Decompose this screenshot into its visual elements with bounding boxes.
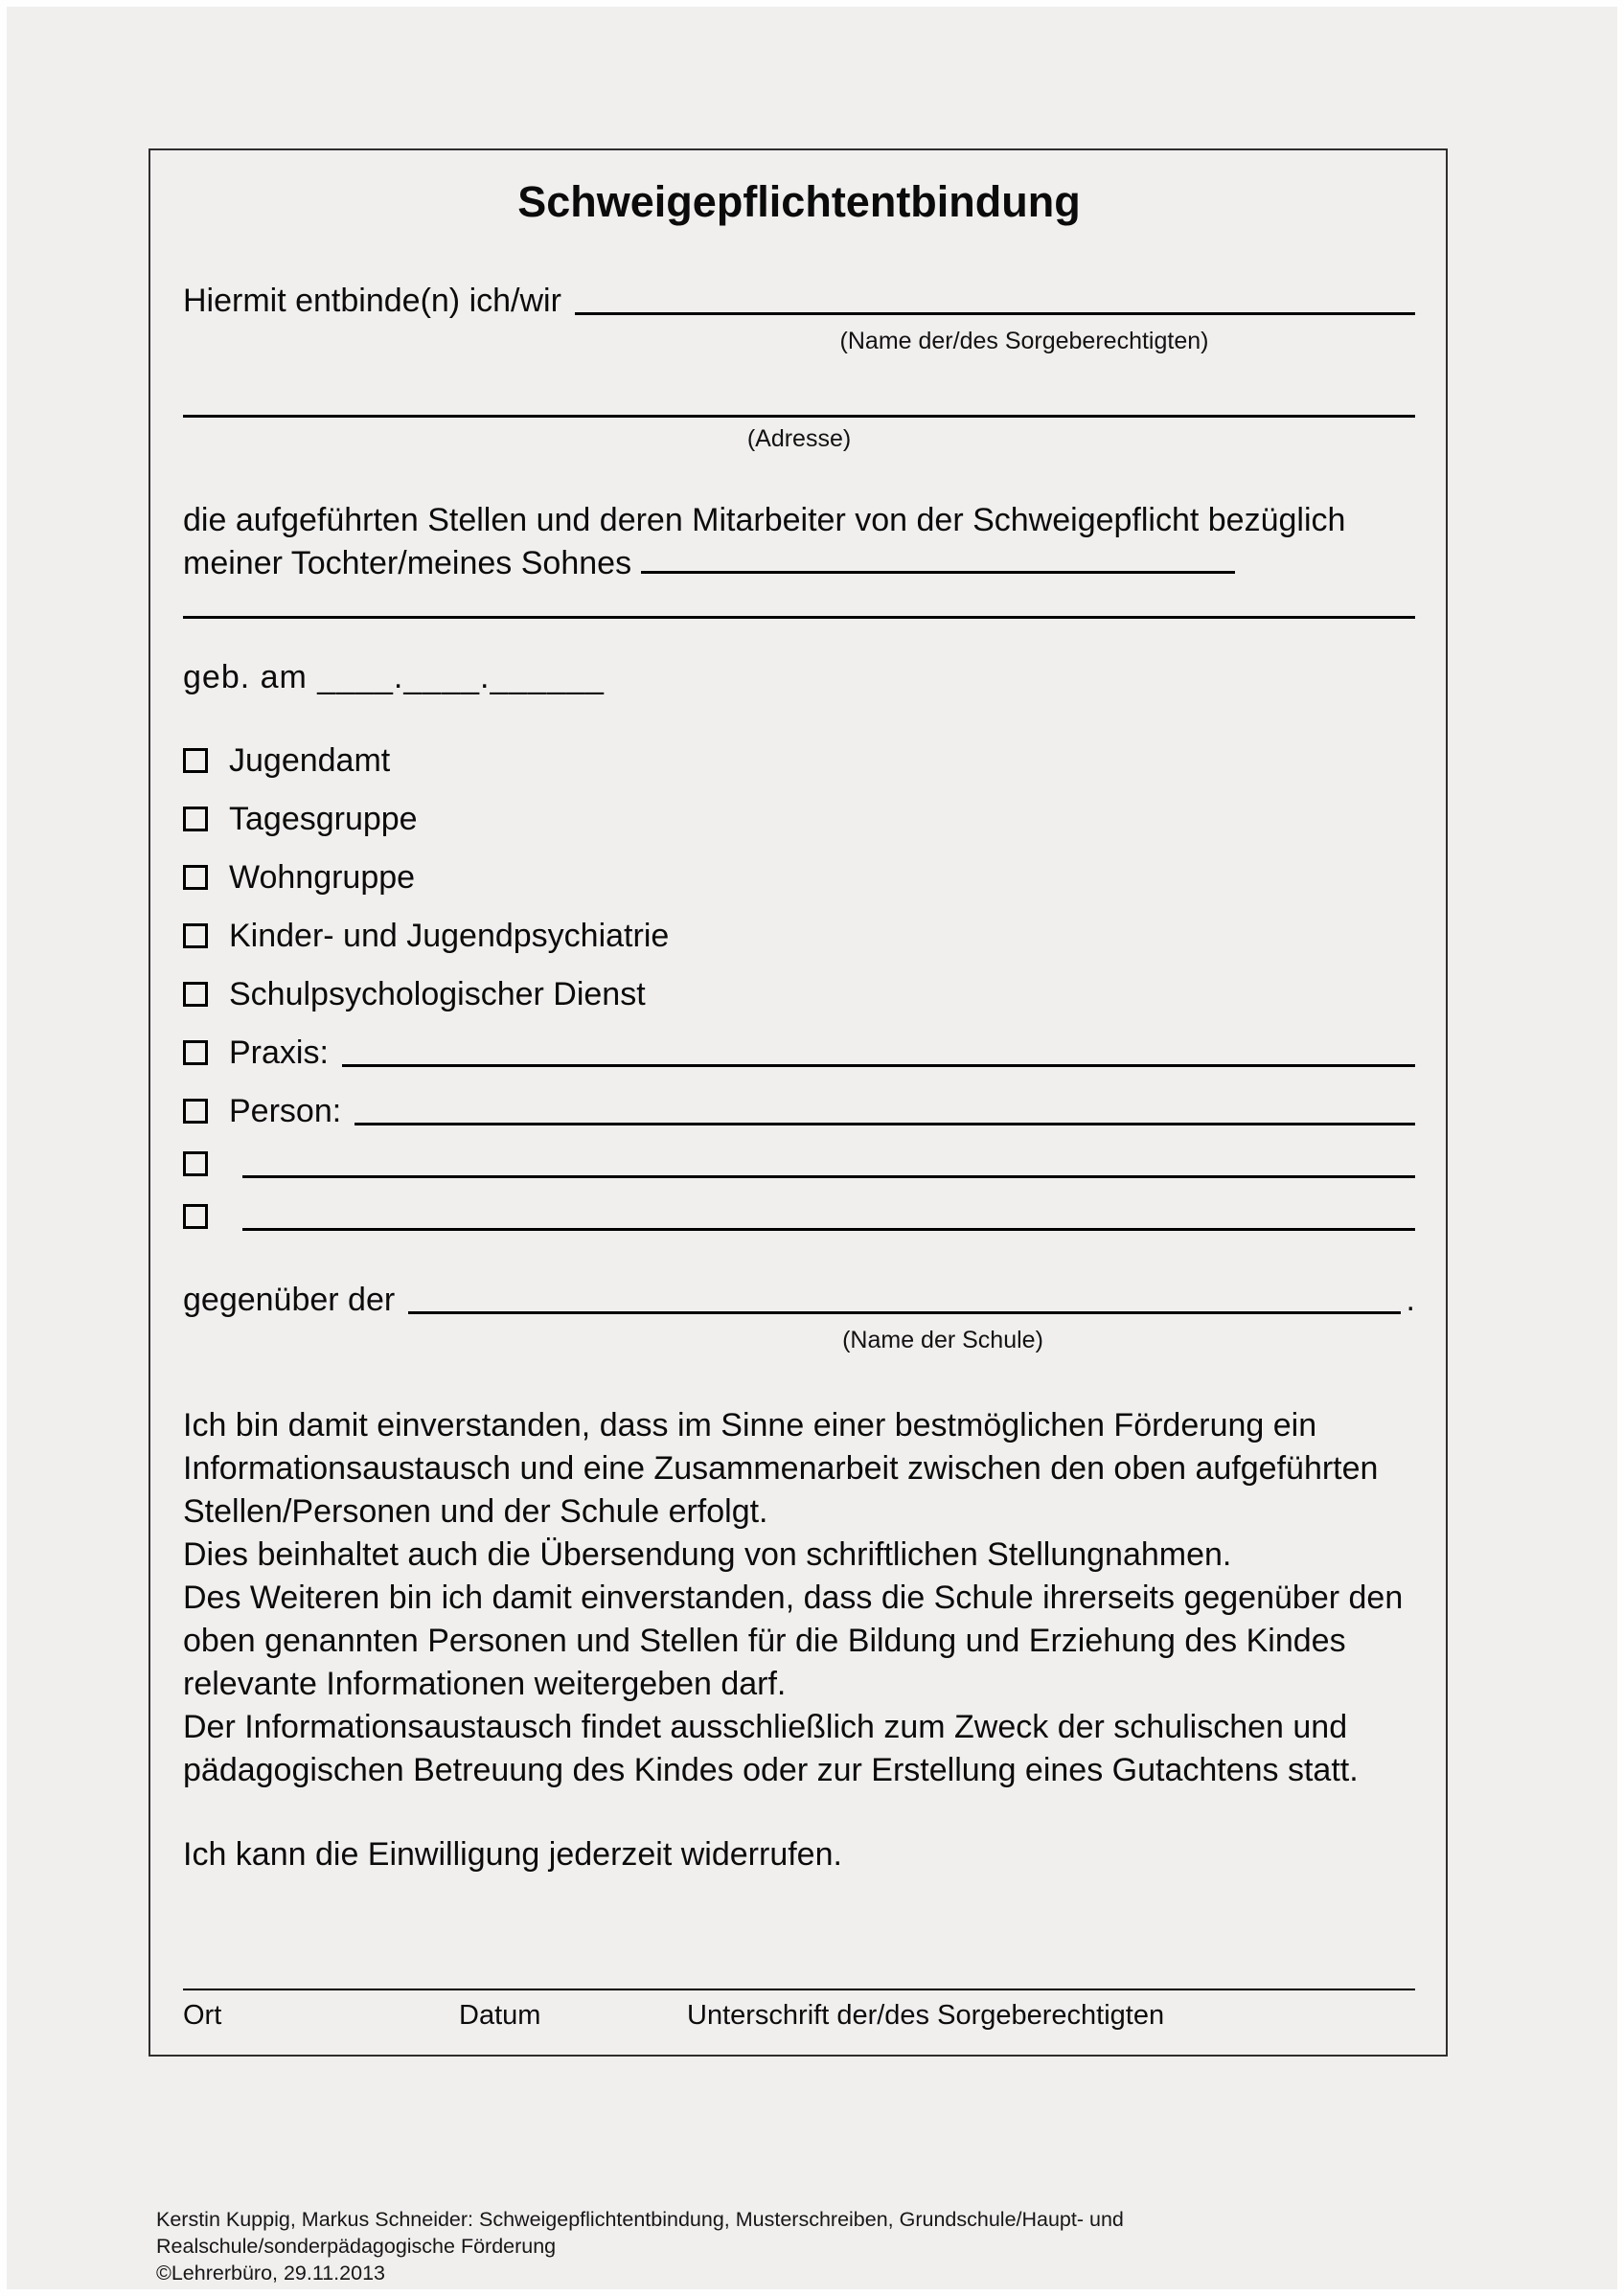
checkbox-jugendamt[interactable] (183, 748, 208, 773)
signature-line (183, 1989, 1415, 1990)
checkbox-row-person (183, 1093, 1415, 1130)
gegenueber-period: . (1406, 1282, 1415, 1318)
checkbox-row-praxis (183, 1034, 1415, 1072)
blank-line-1 (242, 1175, 1415, 1178)
form-title: Schweigepflichtentbindung (517, 177, 1081, 226)
checkbox-label: Wohngruppe (229, 859, 416, 896)
checkbox-tagesgruppe[interactable] (183, 807, 208, 831)
recipient-checklist (183, 742, 1415, 1236)
checkbox-kinder-jugendpsychiatrie[interactable] (183, 923, 208, 948)
release-text (183, 499, 1415, 585)
guardian-name-hint: (Name der/des Sorgeberechtigten) (839, 328, 1209, 354)
checkbox-label: Kinder- und Jugendpsychiatrie (229, 918, 670, 954)
child-name-continuation-line (183, 616, 1415, 619)
checkbox-blank-1[interactable] (183, 1151, 208, 1176)
checkbox-row-jugendamt (183, 742, 1415, 780)
checkbox-row-blank-1 (183, 1151, 1415, 1183)
person-line (355, 1123, 1415, 1125)
consent-paragraph-2: Dies beinhaltet auch die Übersendung von schriftlichen Stellungnahmen. (183, 1536, 1232, 1573)
address-hint: (Adresse) (746, 425, 852, 452)
consent-paragraph-4: Der Informationsaustausch findet ausschließlich zum Zweck der schulischen und pädagogischen Betreuung des Kindes oder zur Erstellung eines Gutachtens statt. (183, 1709, 1359, 1788)
signature-labels (183, 2000, 1415, 2034)
revoke-statement: Ich kann die Einwilligung jederzeit widerrufen. (183, 1836, 842, 1873)
signature-label-datum: Datum (459, 2000, 541, 2031)
child-name-line (641, 570, 1235, 574)
signature-label-unterschrift: Unterschrift der/des Sorgeberechtigten (687, 2000, 1165, 2031)
checkbox-schulpsychologischer-dienst[interactable] (183, 982, 208, 1007)
checkbox-wohngruppe[interactable] (183, 865, 208, 890)
checkbox-row-schulpsychologischer-dienst (183, 976, 1415, 1013)
checkbox-row-wohngruppe (183, 859, 1415, 897)
release-intro-row (183, 283, 1415, 320)
checkbox-row-kinder-jugendpsychiatrie (183, 918, 1415, 955)
consent-paragraph-3: Des Weiteren bin ich damit einverstanden, dass die Schule ihrerseits gegenüber den oben genannten Personen und Stellen für die Bildung und Erziehung des Kindes relevante Informationen weitergeben darf. (183, 1580, 1404, 1702)
praxis-line (342, 1064, 1415, 1067)
guardian-name-line (575, 312, 1415, 315)
consent-paragraph-1: Ich bin damit einverstanden, dass im Sinne einer bestmöglichen Förderung ein Informationsaustausch und eine Zusammenarbeit zwischen den oben aufgeführten Stellen/Personen und der Schule erfolgt. (183, 1407, 1379, 1530)
checkbox-blank-2[interactable] (183, 1204, 208, 1229)
checkbox-label: Tagesgruppe (229, 801, 418, 837)
release-text-body: die aufgeführten Stellen und deren Mitarbeiter von der Schweigepflicht bezüglich meiner Tochter/meines Sohnes (183, 502, 1346, 581)
footer-copyright: ©Lehrerbüro, 29.11.2013 (156, 2262, 385, 2285)
school-name-hint: (Name der Schule) (842, 1327, 1043, 1353)
checkbox-row-blank-2 (183, 1204, 1415, 1236)
checkbox-label: Schulpsychologischer Dienst (229, 976, 646, 1012)
checkbox-label: Praxis: (229, 1034, 329, 1071)
footer-credit-line-2: Realschule/sonderpädagogische Förderung (156, 2235, 557, 2258)
intro-label: Hiermit entbinde(n) ich/wir (183, 283, 561, 319)
checkbox-row-tagesgruppe (183, 801, 1415, 838)
checkbox-label: Jugendamt (229, 742, 391, 779)
footer-credit-line-1: Kerstin Kuppig, Markus Schneider: Schweigepflichtentbindung, Musterschreiben, Grundschule/Haupt- und (156, 2208, 1124, 2231)
checkbox-praxis[interactable] (183, 1040, 208, 1065)
gegenueber-row (183, 1282, 1415, 1319)
address-line (183, 415, 1415, 418)
gegenueber-label: gegenüber der (183, 1282, 396, 1318)
checkbox-person[interactable] (183, 1099, 208, 1124)
signature-label-ort: Ort (183, 2000, 222, 2031)
birth-date-line: geb. am ____.____.______ (183, 659, 605, 695)
blank-line-2 (242, 1228, 1415, 1231)
signature-section (183, 1989, 1415, 2034)
consent-paragraphs (183, 1404, 1415, 1792)
document-footer (156, 2206, 1124, 2286)
form-box (149, 148, 1448, 2057)
checkbox-label: Person: (229, 1093, 342, 1129)
school-name-line (408, 1311, 1400, 1314)
